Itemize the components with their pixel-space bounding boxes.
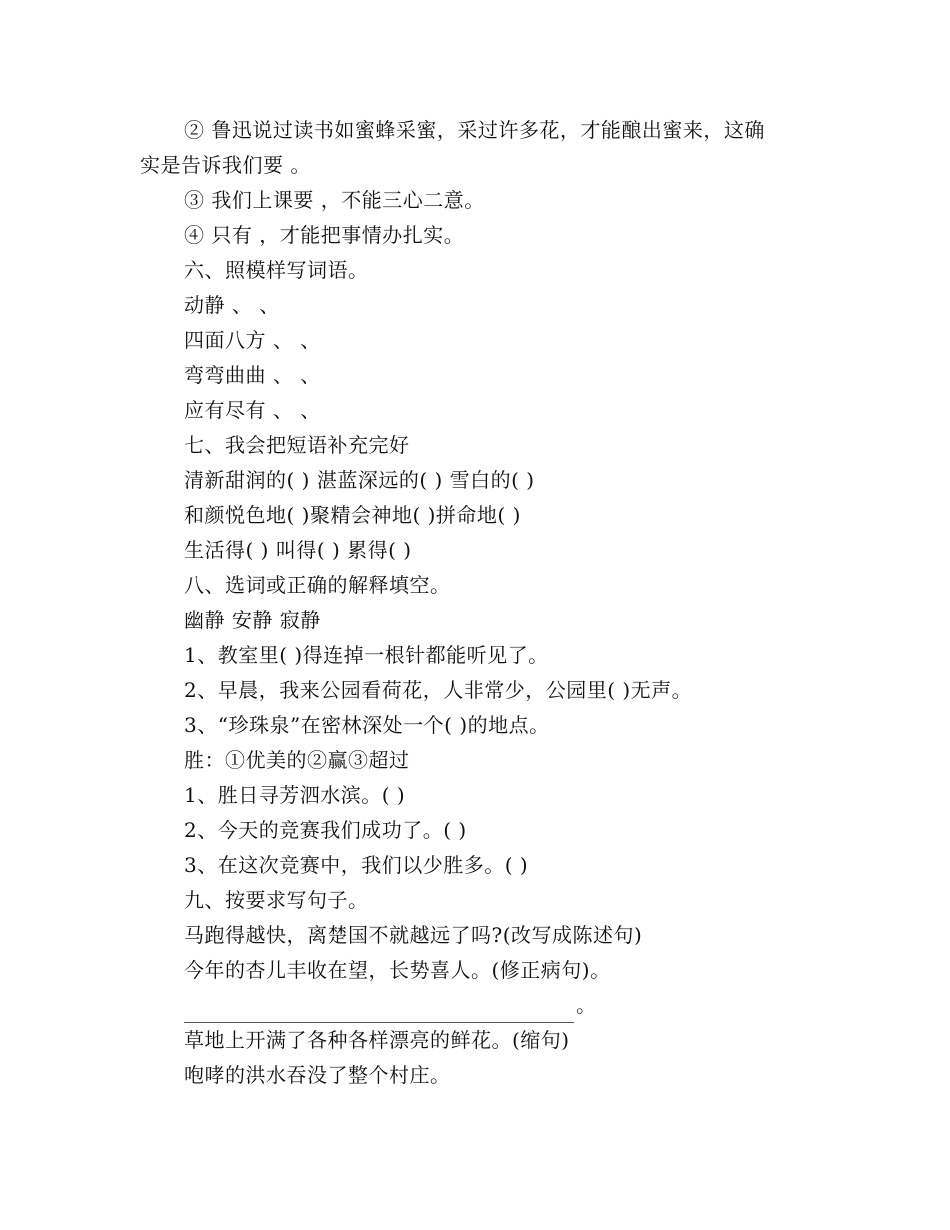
text-line: 2、今天的竞赛我们成功了。( ) — [184, 818, 467, 842]
section-heading: 七、我会把短语补充完好 — [184, 433, 410, 457]
text-line: 生活得( ) 叫得( ) 累得( ) — [184, 538, 412, 562]
text-line: 动静 、 、 — [184, 293, 280, 317]
answer-line — [140, 988, 820, 1023]
text-line: 胜：①优美的②赢③超过 — [184, 748, 410, 772]
section-heading: 六、照模样写词语。 — [184, 258, 369, 282]
text-line: 实是告诉我们要 。 — [140, 153, 311, 177]
answer-blank — [184, 1004, 574, 1023]
answer-period: 。 — [576, 993, 597, 1017]
text-line: 幽静 安静 寂静 — [184, 608, 321, 632]
text-line: 清新甜润的( ) 湛蓝深远的( ) 雪白的( ) — [184, 468, 535, 492]
text-line: 草地上开满了各种各样漂亮的鲜花。(缩句) — [184, 1028, 570, 1052]
text-line: 四面八方 、 、 — [184, 328, 321, 352]
text-line: 2、早晨，我来公园看荷花，人非常少，公园里( )无声。 — [184, 678, 693, 702]
text-line: 和颜悦色地( )聚精会神地( )拼命地( ) — [184, 503, 521, 527]
text-line: ③ 我们上课要 ，不能三心二意。 — [184, 188, 485, 212]
text-line: 应有尽有 、 、 — [184, 398, 321, 422]
exercise-content — [140, 113, 820, 1093]
text-line: 马跑得越快，离楚国不就越远了吗?(改写成陈述句) — [184, 923, 643, 947]
section-heading: 八、选词或正确的解释填空。 — [184, 573, 451, 597]
text-line: 1、教室里( )得连掉一根针都能听见了。 — [184, 643, 549, 667]
text-line: 3、在这次竞赛中，我们以少胜多。( ) — [184, 853, 529, 877]
text-line: ② 鲁迅说过读书如蜜蜂采蜜，采过许多花，才能酿出蜜来，这确 — [184, 118, 765, 142]
text-line: 1、胜日寻芳泗水滨。( ) — [184, 783, 406, 807]
text-line: 咆哮的洪水吞没了整个村庄。 — [184, 1063, 451, 1087]
text-line: ④ 只有 ，才能把事情办扎实。 — [184, 223, 465, 247]
section-heading: 九、按要求写句子。 — [184, 888, 369, 912]
text-line: 3、“珍珠泉”在密林深处一个( )的地点。 — [184, 713, 550, 737]
text-line: 弯弯曲曲 、 、 — [184, 363, 321, 387]
text-line: 今年的杏儿丰收在望，长势喜人。(修正病句)。 — [184, 958, 611, 982]
